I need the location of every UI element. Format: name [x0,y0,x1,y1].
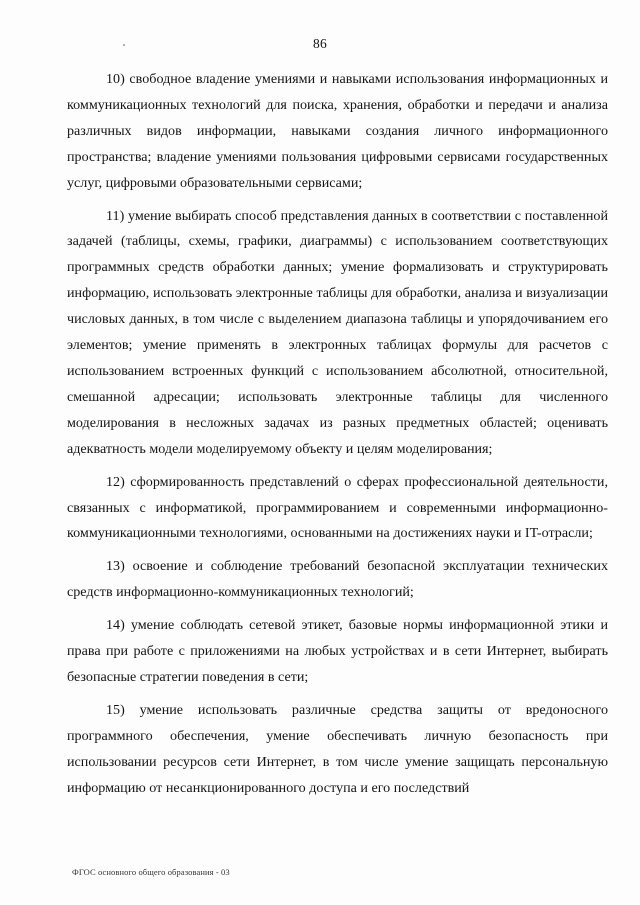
paragraph-item-13: 13) освоение и соблюдение требований безопасной эксплуатации технических средств информационно-коммуникационных технологий; [67,558,608,601]
paragraph-item-10: 10) свободное владение умениями и навыками использования информационных и коммуникационных технологий для поиска, хранения, обработки и передачи и анализа различных видов информации, навыками создания личного информационного пространства; владение умениями пользования цифровыми сервисами государственных услуг, цифровыми образовательными сервисами; [67,71,608,191]
paragraph-item-11: 11) умение выбирать способ представления данных в соответствии с поставленной задачей (таблицы, схемы, графики, диаграммы) с использованием соответствующих программных средств обработки данных; умение формализовать и структурировать информацию, использовать электронные таблицы для обработки, анализа и визуализации числовых данных, в том числе с выделением диапазона таблицы и упорядочиванием его элементов; умение применять в электронных таблицах формулы для расчетов с использованием встроенных функций с использованием абсолютной, относительной, смешанной адресации; использовать электронные таблицы для численного моделирования в несложных задачах из разных предметных областей; оценивать адекватность модели моделируемому объекту и целям моделирования; [67,207,608,457]
document-body [67,67,608,808]
paragraph-item-15: 15) умение использовать различные средства защиты от вредоносного программного обеспечения, умение обеспечивать личную безопасность при использовании ресурсов сети Интернет, в том числе умение защищать персональную информацию от несанкционированного доступа и его последствий [67,701,608,796]
page-number: 86 [312,36,328,51]
paragraph-item-14: 14) умение соблюдать сетевой этикет, базовые нормы информационной этики и права при работе с приложениями на любых устройствах и в сети Интернет, выбирать безопасные стратегии поведения в сети; [67,617,608,685]
paragraph-item-12: 12) сформированность представлений о сферах профессиональной деятельности, связанных с информатикой, программированием и современными информационно-коммуникационными технологиями, основанными на достижениях науки и IT-отрасли; [67,473,608,542]
page-footer: ФГОС основного общего образования - 03 [72,867,230,877]
